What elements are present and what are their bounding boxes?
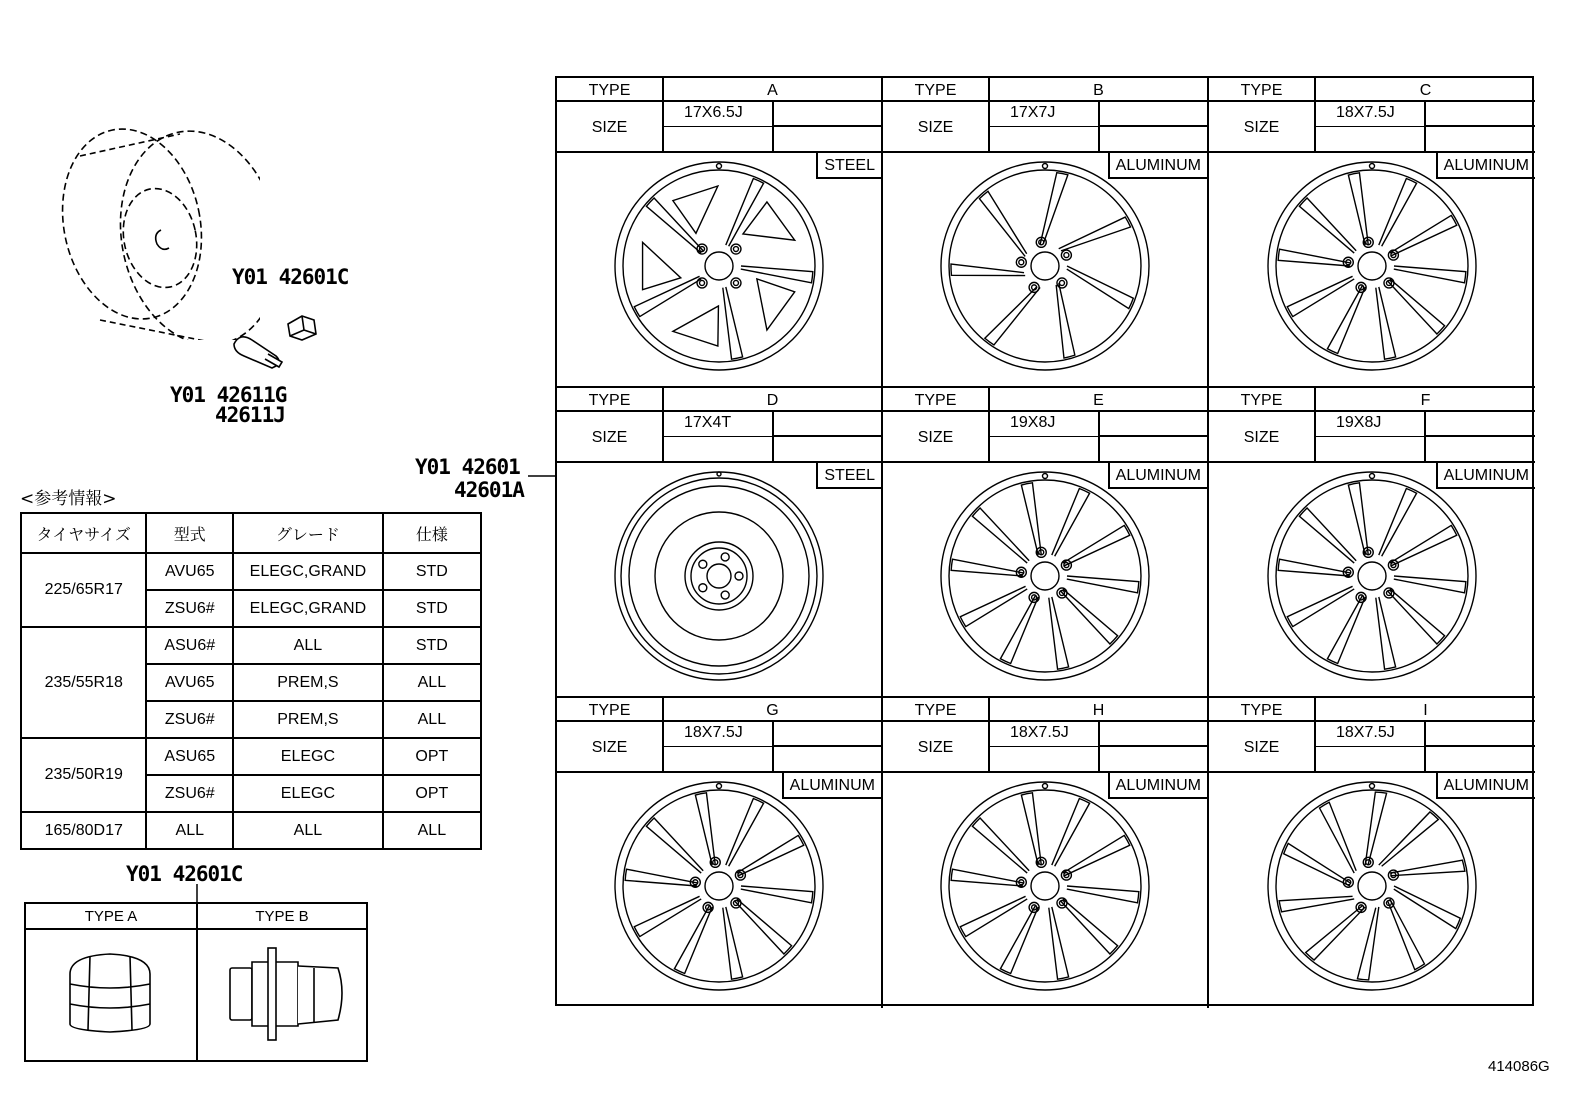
grade-cell: ELEGC,GRAND xyxy=(233,590,383,627)
reference-table xyxy=(20,512,482,850)
wheel-cell-header xyxy=(1209,388,1535,463)
wheel-callout-leader xyxy=(528,474,558,478)
material-label: STEEL xyxy=(816,463,881,489)
type-value: F xyxy=(1316,388,1535,412)
callout-nut[interactable]: Y01 42601C xyxy=(232,265,349,289)
hub-nut-illustration xyxy=(284,312,324,344)
model-cell: ASU65 xyxy=(146,738,233,775)
nut-type-a-icon xyxy=(56,944,166,1044)
type-label: TYPE xyxy=(1209,78,1316,102)
grade-cell: ALL xyxy=(233,627,383,664)
tire-size-cell: 165/80D17 xyxy=(21,812,146,849)
size-extra-cell xyxy=(1100,722,1207,747)
wheel-cell-header xyxy=(557,388,881,463)
type-value: E xyxy=(990,388,1207,412)
nut-box-leader xyxy=(195,884,199,904)
type-value: I xyxy=(1316,698,1535,722)
wheel-cell-f[interactable] xyxy=(1209,388,1535,698)
tire-size-cell: 235/50R19 xyxy=(21,738,146,812)
size-label: SIZE xyxy=(1209,722,1316,773)
wheel-options-grid xyxy=(555,76,1534,1006)
type-label: TYPE xyxy=(557,388,664,412)
table-row xyxy=(21,553,481,590)
material-label: ALUMINUM xyxy=(1436,463,1535,489)
size-extra-cell xyxy=(774,412,881,437)
table-row xyxy=(21,738,481,775)
spec-cell: STD xyxy=(383,553,481,590)
type-label: TYPE xyxy=(1209,698,1316,722)
wheel-steel5-icon[interactable] xyxy=(609,156,829,380)
type-label: TYPE xyxy=(557,698,664,722)
spec-cell: ALL xyxy=(383,664,481,701)
reference-header-row xyxy=(21,513,481,553)
size-label: SIZE xyxy=(1209,102,1316,153)
size-label: SIZE xyxy=(557,722,664,773)
reference-title: <参考情報> xyxy=(20,489,117,509)
wheel-split10-icon[interactable] xyxy=(935,466,1155,690)
spec-cell: STD xyxy=(383,590,481,627)
wheel-cell-header xyxy=(1209,698,1535,773)
size-extra-cell xyxy=(1100,412,1207,437)
size-value: 18X7.5J xyxy=(990,722,1100,747)
size-extra-cell xyxy=(1426,102,1535,127)
wheel-cell-b[interactable] xyxy=(883,78,1209,388)
grade-cell: PREM,S xyxy=(233,701,383,738)
callout-wheel-1[interactable]: Y01 42601 xyxy=(415,455,520,479)
grade-cell: ELEGC xyxy=(233,775,383,812)
wheel-twist10-icon[interactable] xyxy=(1262,776,1482,1000)
type-label: TYPE xyxy=(557,78,664,102)
size-value: 19X8J xyxy=(990,412,1100,437)
size-extra-cell xyxy=(774,722,881,747)
type-value: D xyxy=(664,388,881,412)
callout-valve-1[interactable]: Y01 42611G xyxy=(170,383,287,407)
grade-cell: ELEGC xyxy=(233,738,383,775)
wheel-cell-a[interactable] xyxy=(557,78,883,388)
size-label: SIZE xyxy=(1209,412,1316,463)
callout-valve-2[interactable]: 42611J xyxy=(215,403,285,427)
model-cell: AVU65 xyxy=(146,664,233,701)
model-cell: ALL xyxy=(146,812,233,849)
type-value: G xyxy=(664,698,881,722)
size-lower-cell xyxy=(1316,127,1426,153)
size-lower-cell xyxy=(664,437,774,463)
wheel-cell-header xyxy=(883,388,1207,463)
tire-size-cell: 235/55R18 xyxy=(21,627,146,738)
nut-type-b-icon xyxy=(222,944,352,1054)
wheel-blank-illustration xyxy=(40,120,260,340)
type-value: B xyxy=(990,78,1207,102)
wheel-split10-icon[interactable] xyxy=(935,776,1155,1000)
size-value: 18X7.5J xyxy=(1316,722,1426,747)
spec-cell: ALL xyxy=(383,701,481,738)
wheel-split10-icon[interactable] xyxy=(1262,156,1482,380)
grade-cell: PREM,S xyxy=(233,664,383,701)
type-label: TYPE xyxy=(883,78,990,102)
diagram-id: 414086G xyxy=(1488,1058,1550,1075)
size-lower-cell xyxy=(990,437,1100,463)
type-value: H xyxy=(990,698,1207,722)
header-tire-size: タイヤサイズ xyxy=(21,513,146,553)
size-label: SIZE xyxy=(557,102,664,153)
size-lower-cell xyxy=(990,127,1100,153)
wheel-cell-i[interactable] xyxy=(1209,698,1535,1008)
size-extra-cell xyxy=(1100,102,1207,127)
type-label: TYPE xyxy=(883,698,990,722)
model-cell: AVU65 xyxy=(146,553,233,590)
nut-types-box xyxy=(24,902,368,1062)
grade-cell: ELEGC,GRAND xyxy=(233,553,383,590)
wheel-cell-header xyxy=(883,698,1207,773)
material-label: ALUMINUM xyxy=(1108,773,1207,799)
wheel-cell-e[interactable] xyxy=(883,388,1209,698)
spec-cell: STD xyxy=(383,627,481,664)
size-lower-cell xyxy=(664,127,774,153)
wheel-cell-c[interactable] xyxy=(1209,78,1535,388)
model-cell: ZSU6# xyxy=(146,590,233,627)
nut-type-b-label: TYPE B xyxy=(198,904,366,930)
header-spec: 仕様 xyxy=(383,513,481,553)
type-label: TYPE xyxy=(1209,388,1316,412)
spec-cell: OPT xyxy=(383,738,481,775)
material-label: ALUMINUM xyxy=(1436,153,1535,179)
spec-cell: OPT xyxy=(383,775,481,812)
type-value: A xyxy=(664,78,881,102)
size-extra-cell xyxy=(774,102,881,127)
wheel-cell-d[interactable] xyxy=(557,388,883,698)
header-grade: グレード xyxy=(233,513,383,553)
grade-cell: ALL xyxy=(233,812,383,849)
wheel-cell-header xyxy=(557,78,881,153)
size-lower-cell xyxy=(1316,747,1426,773)
material-label: STEEL xyxy=(816,153,881,179)
size-lower-cell xyxy=(664,747,774,773)
callout-nut-box[interactable]: Y01 42601C xyxy=(126,862,243,886)
material-label: ALUMINUM xyxy=(1108,463,1207,489)
model-cell: ZSU6# xyxy=(146,701,233,738)
material-label: ALUMINUM xyxy=(1108,153,1207,179)
model-cell: ASU6# xyxy=(146,627,233,664)
wheel-cell-header xyxy=(557,698,881,773)
size-value: 18X7.5J xyxy=(1316,102,1426,127)
size-label: SIZE xyxy=(883,412,990,463)
wheel-split10-icon[interactable] xyxy=(609,776,829,1000)
wheel-spare-icon[interactable] xyxy=(609,466,829,690)
type-value: C xyxy=(1316,78,1535,102)
size-value: 18X7.5J xyxy=(664,722,774,747)
header-model: 型式 xyxy=(146,513,233,553)
wheel-twist7-icon[interactable] xyxy=(935,156,1155,380)
wheel-cell-header xyxy=(883,78,1207,153)
nut-box-divider xyxy=(196,904,198,1060)
size-label: SIZE xyxy=(557,412,664,463)
wheel-cell-g[interactable] xyxy=(557,698,883,1008)
valve-stem-illustration xyxy=(230,330,290,370)
spec-cell: ALL xyxy=(383,812,481,849)
size-extra-cell xyxy=(1426,412,1535,437)
nut-type-a-label: TYPE A xyxy=(26,904,198,930)
model-cell: ZSU6# xyxy=(146,775,233,812)
material-label: ALUMINUM xyxy=(782,773,881,799)
wheel-split10-icon[interactable] xyxy=(1262,466,1482,690)
wheel-cell-h[interactable] xyxy=(883,698,1209,1008)
size-lower-cell xyxy=(990,747,1100,773)
size-value: 17X6.5J xyxy=(664,102,774,127)
size-value: 17X4T xyxy=(664,412,774,437)
tire-size-cell: 225/65R17 xyxy=(21,553,146,627)
size-label: SIZE xyxy=(883,102,990,153)
table-row xyxy=(21,627,481,664)
callout-wheel-2[interactable]: 42601A xyxy=(454,478,524,502)
table-row xyxy=(21,812,481,849)
wheel-cell-header xyxy=(1209,78,1535,153)
size-value: 19X8J xyxy=(1316,412,1426,437)
size-lower-cell xyxy=(1316,437,1426,463)
size-extra-cell xyxy=(1426,722,1535,747)
type-label: TYPE xyxy=(883,388,990,412)
size-label: SIZE xyxy=(883,722,990,773)
material-label: ALUMINUM xyxy=(1436,773,1535,799)
size-value: 17X7J xyxy=(990,102,1100,127)
